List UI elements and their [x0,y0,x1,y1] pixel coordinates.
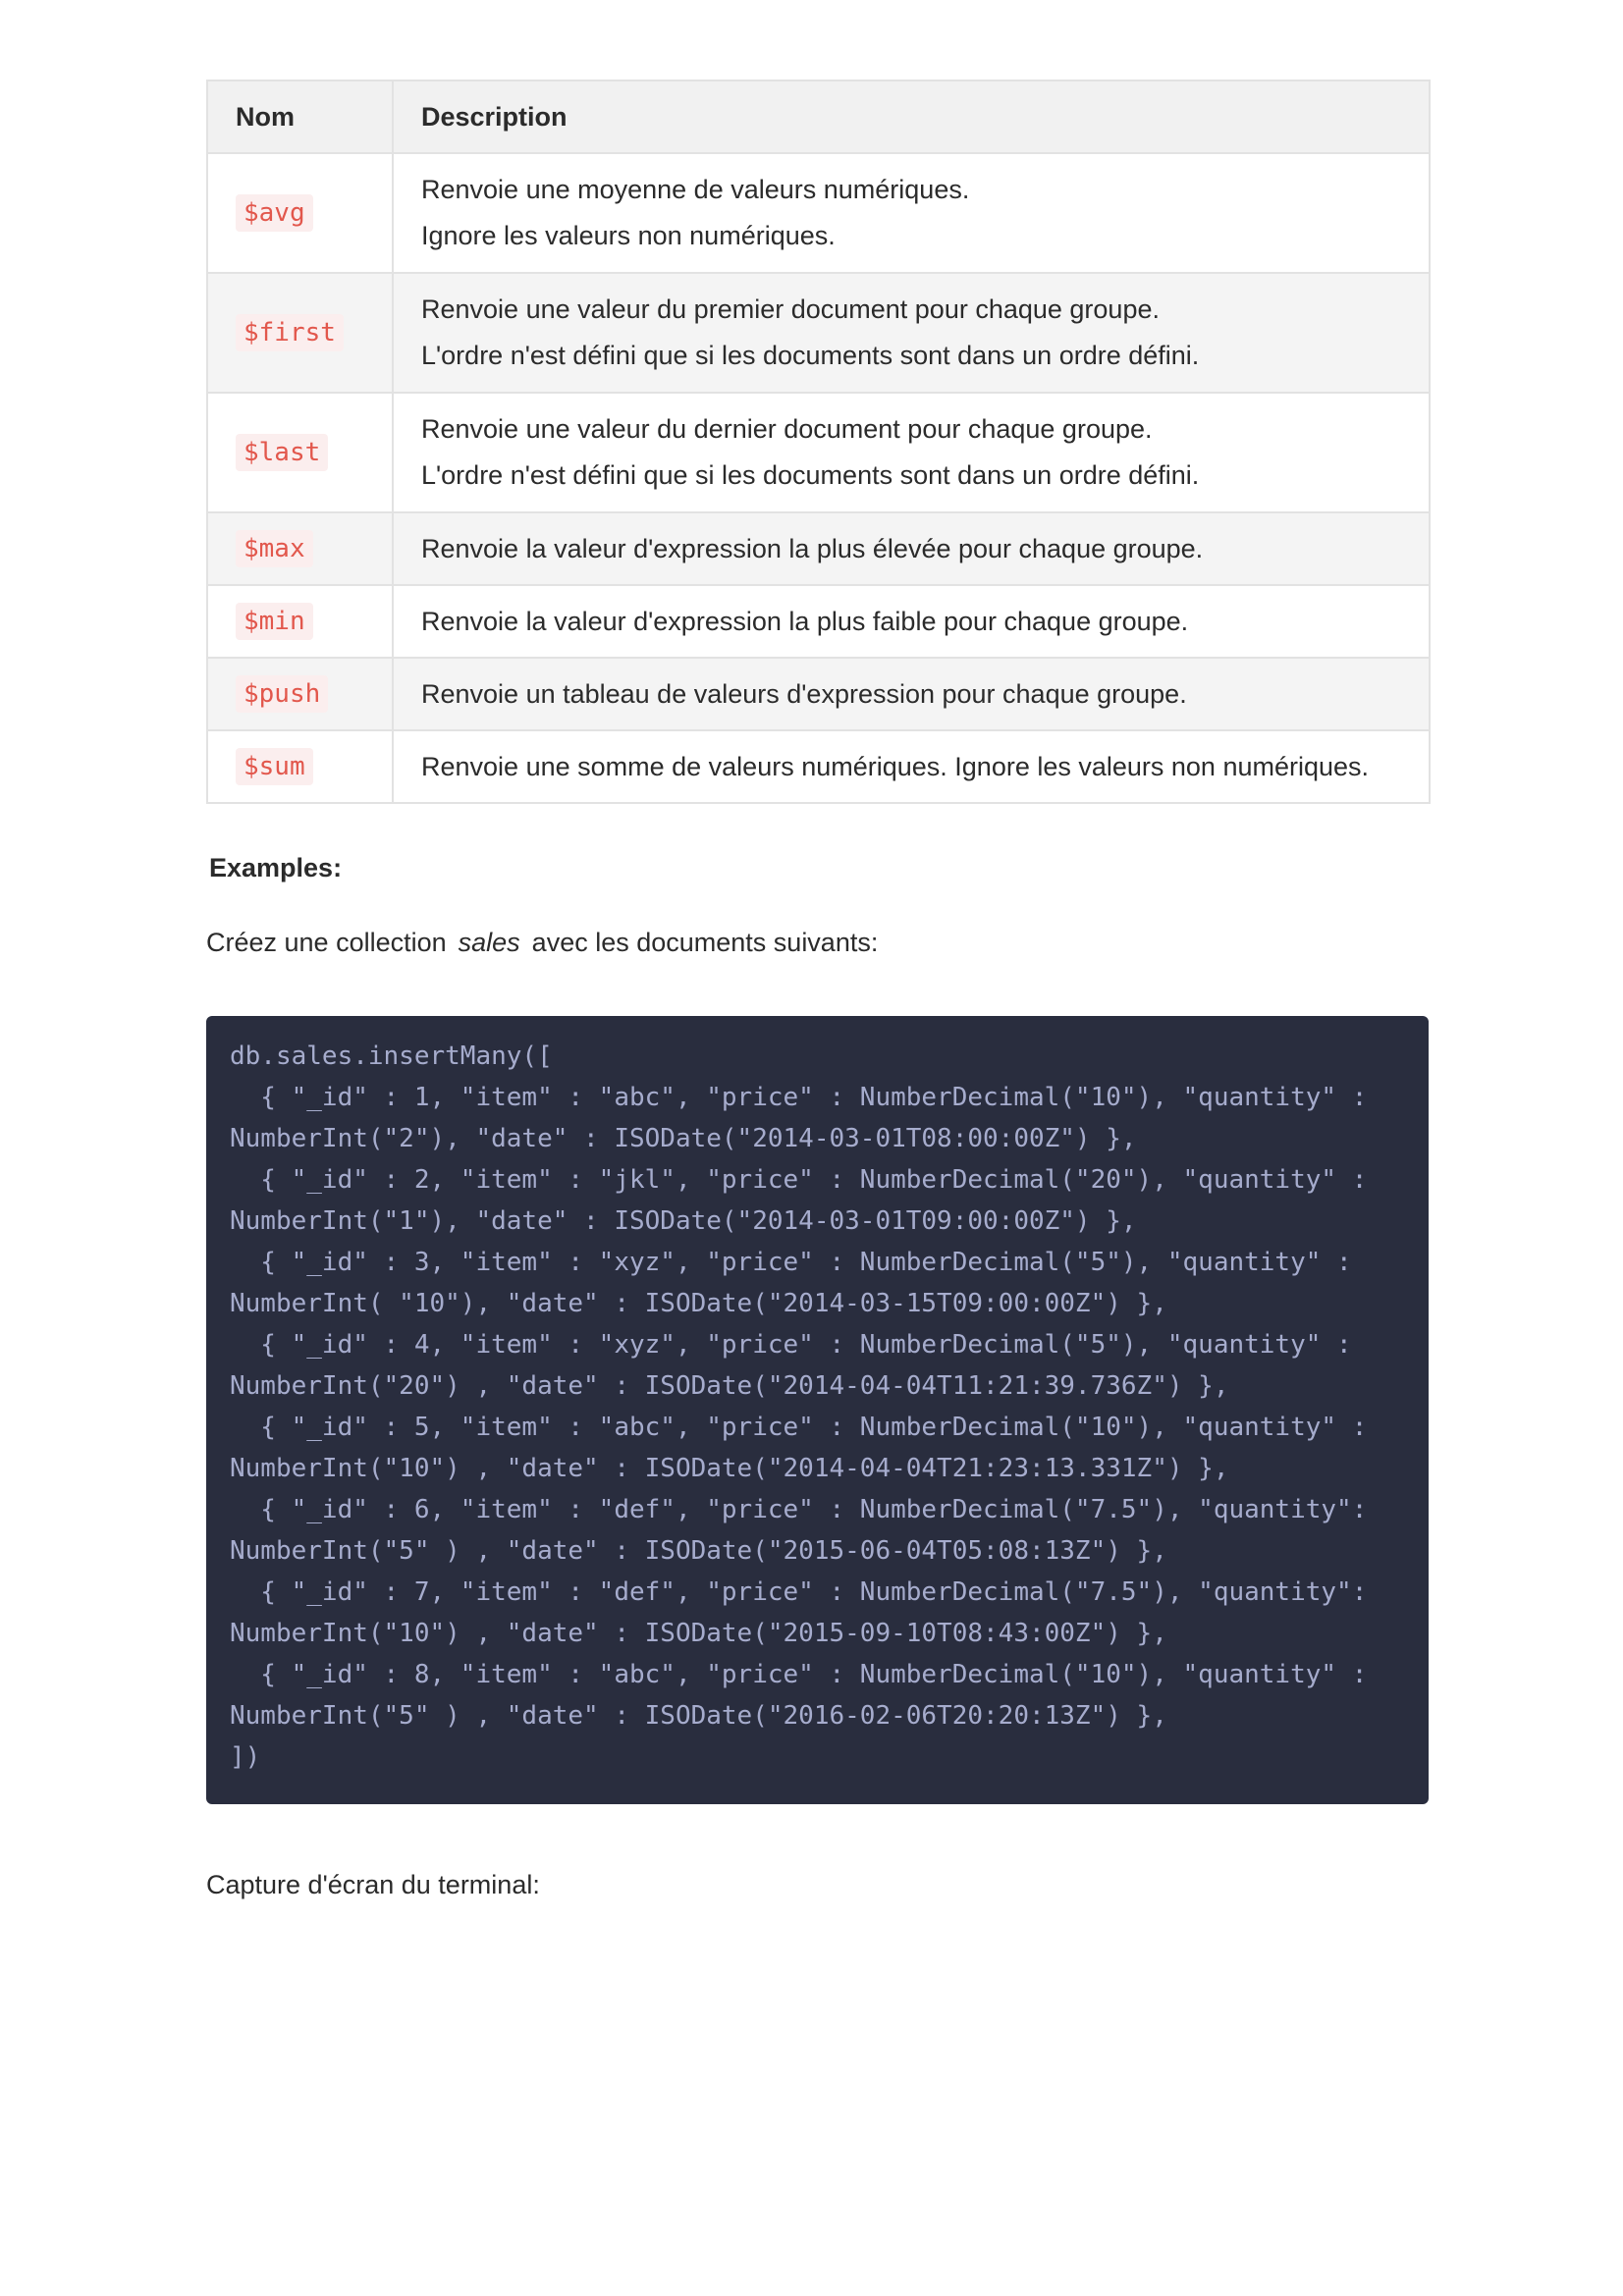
description-line: Renvoie la valeur d'expression la plus élevée pour chaque groupe. [421,533,1204,563]
examples-heading: Examples: [209,853,343,882]
operator-description [393,585,1430,658]
description-line: Renvoie une somme de valeurs numériques. Ignore les valeurs non numériques. [421,751,1370,781]
table-row [207,273,1430,393]
header-description: Description [393,80,1430,153]
description-line: L'ordre n'est défini que si les documents sont dans un ordre défini. [421,460,1200,490]
operator-name: $first [236,314,344,351]
table-row [207,730,1430,803]
code-line: NumberInt("5" ) , "date" : ISODate("2015-06-04T05:08:13Z") }, [230,1536,1167,1566]
operator-name: $avg [236,194,313,232]
description-line: Renvoie la valeur d'expression la plus faible pour chaque groupe. [421,606,1189,636]
description-line: Renvoie un tableau de valeurs d'expression pour chaque groupe. [421,678,1187,709]
code-block [206,1016,1429,1804]
table-row [207,393,1430,512]
code-line: { "_id" : 5, "item" : "abc", "price" : NumberDecimal("10"), "quantity" : [230,1413,1368,1442]
code-line: { "_id" : 6, "item" : "def", "price" : NumberDecimal("7.5"), "quantity": [230,1495,1368,1524]
operator-name: $last [236,434,328,471]
operator-name: $max [236,530,313,567]
code-line: ]) [230,1742,261,1772]
operator-name: $min [236,603,313,640]
table-row [207,658,1430,730]
code-line: NumberInt( "10"), "date" : ISODate("2014-03-15T09:00:00Z") }, [230,1289,1167,1318]
operator-description [393,393,1430,512]
operator-description [393,512,1430,585]
table-row [207,585,1430,658]
description-line: Ignore les valeurs non numériques. [421,221,836,250]
collection-name: sales [458,928,520,957]
code-line: NumberInt("2"), "date" : ISODate("2014-03-01T08:00:00Z") }, [230,1124,1137,1153]
intro-text-before: Créez une collection [206,928,447,957]
page [206,80,1429,1899]
terminal-caption: Capture d'écran du terminal: [206,1870,540,1899]
intro-text-after: avec les documents suivants: [531,928,879,957]
code-line: NumberInt("10") , "date" : ISODate("2014-04-04T21:23:13.331Z") }, [230,1454,1229,1483]
operator-name: $push [236,675,328,713]
code-line: { "_id" : 7, "item" : "def", "price" : NumberDecimal("7.5"), "quantity": [230,1577,1368,1607]
code-line: NumberInt("5" ) , "date" : ISODate("2016-02-06T20:20:13Z") }, [230,1701,1167,1731]
intro-paragraph [206,928,878,958]
code-line: { "_id" : 1, "item" : "abc", "price" : NumberDecimal("10"), "quantity" : [230,1083,1368,1112]
code-line: { "_id" : 4, "item" : "xyz", "price" : NumberDecimal("5"), "quantity" : [230,1330,1352,1360]
code-line: NumberInt("1"), "date" : ISODate("2014-03-01T09:00:00Z") }, [230,1206,1137,1236]
table-row [207,153,1430,273]
operator-description [393,273,1430,393]
code-line: { "_id" : 2, "item" : "jkl", "price" : NumberDecimal("20"), "quantity" : [230,1165,1368,1195]
header-name: Nom [207,80,393,153]
accumulator-table [206,80,1431,804]
code-line: db.sales.insertMany([ [230,1041,553,1071]
description-line: L'ordre n'est défini que si les documents sont dans un ordre défini. [421,341,1200,370]
description-line: Renvoie une valeur du dernier document pour chaque groupe. [421,414,1153,444]
description-line: Renvoie une moyenne de valeurs numériques. [421,175,970,204]
code-line: NumberInt("20") , "date" : ISODate("2014-04-04T11:21:39.736Z") }, [230,1371,1229,1401]
code-line: { "_id" : 8, "item" : "abc", "price" : NumberDecimal("10"), "quantity" : [230,1660,1368,1689]
description-line: Renvoie une valeur du premier document pour chaque groupe. [421,294,1160,324]
operator-name: $sum [236,748,313,785]
table-row [207,512,1430,585]
code-line: NumberInt("10") , "date" : ISODate("2015-09-10T08:43:00Z") }, [230,1619,1167,1648]
code-line: { "_id" : 3, "item" : "xyz", "price" : NumberDecimal("5"), "quantity" : [230,1248,1352,1277]
operator-description [393,658,1430,730]
operator-description [393,730,1430,803]
operator-description [393,153,1430,273]
table-header-row [207,80,1430,153]
